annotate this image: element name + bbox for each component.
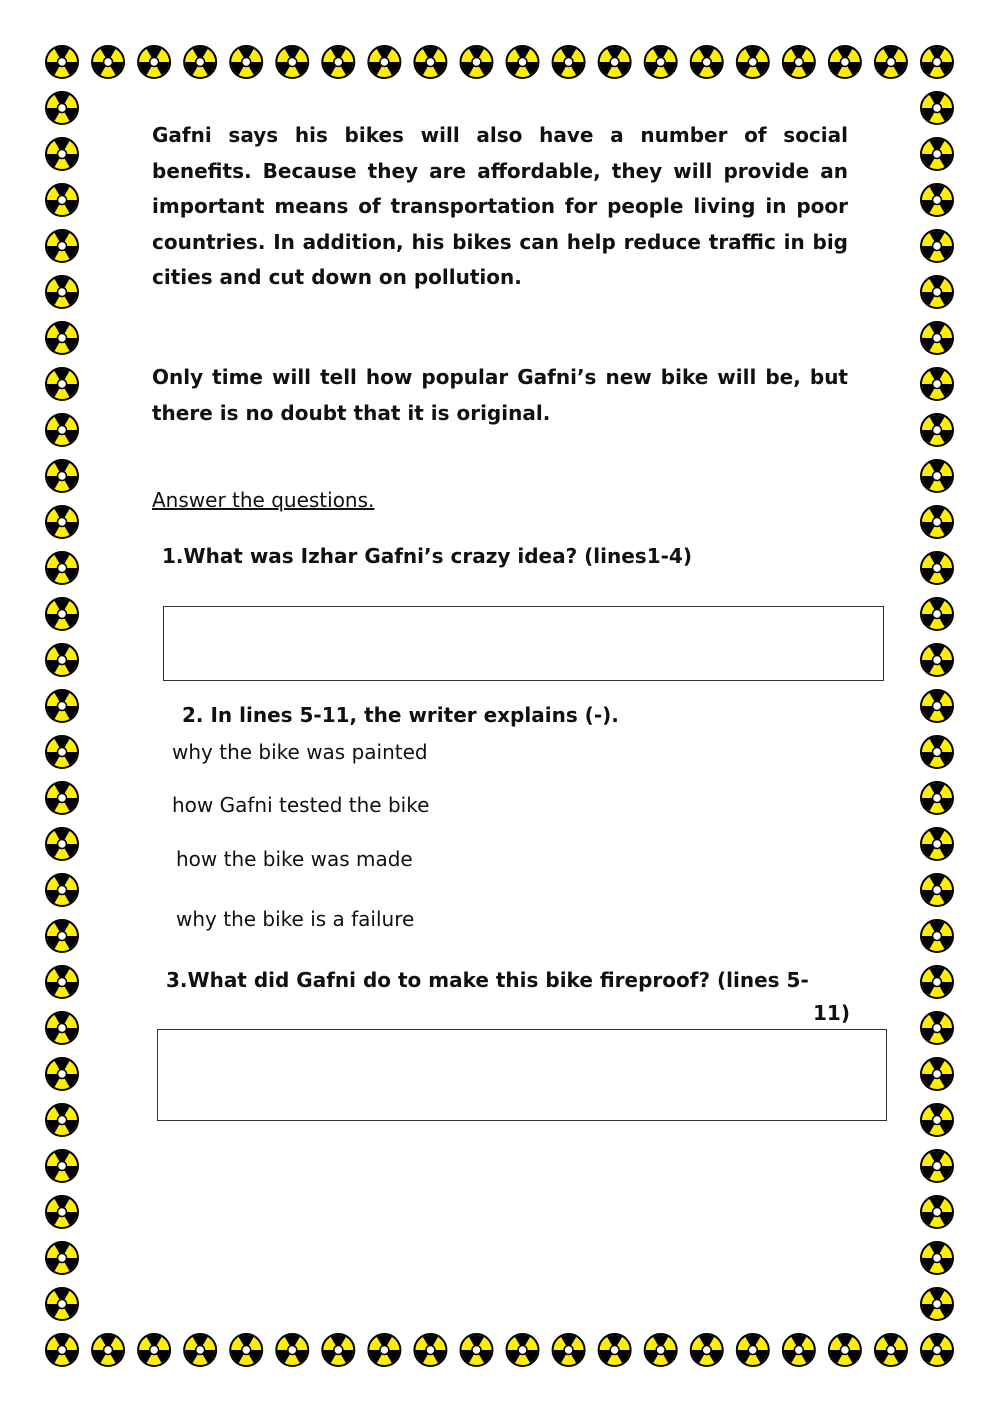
- wheel-icon: [921, 644, 953, 676]
- wheel-icon: [921, 368, 953, 400]
- wheel-icon: [46, 1012, 78, 1044]
- wheel-icon: [921, 690, 953, 722]
- wheel-icon: [921, 506, 953, 538]
- wheel-icon: [46, 828, 78, 860]
- wheel-icon: [553, 46, 585, 78]
- wheel-icon: [921, 1104, 953, 1136]
- option-2[interactable]: how Gafni tested the bike: [172, 793, 430, 817]
- wheel-icon: [921, 46, 953, 78]
- wheel-icon: [921, 92, 953, 124]
- wheel-icon: [460, 46, 492, 78]
- wheel-icon: [599, 1334, 631, 1366]
- wheel-icon: [46, 460, 78, 492]
- wheel-icon: [921, 184, 953, 216]
- wheel-icon: [184, 1334, 216, 1366]
- question-3-line-2: 11): [813, 1001, 850, 1025]
- question-3: [166, 964, 850, 1030]
- wheel-icon: [46, 1242, 78, 1274]
- wheel-icon: [921, 552, 953, 584]
- wheel-icon: [507, 46, 539, 78]
- wheel-icon: [46, 690, 78, 722]
- question-3-line-1: 3.What did Gafni do to make this bike fireproof? (lines 5-: [166, 968, 809, 992]
- wheel-icon: [921, 874, 953, 906]
- wheel-icon: [46, 138, 78, 170]
- wheel-icon: [414, 46, 446, 78]
- wheel-icon: [230, 46, 262, 78]
- wheel-icon: [46, 1196, 78, 1228]
- wheel-icon: [46, 736, 78, 768]
- wheel-icon: [691, 46, 723, 78]
- wheel-icon: [46, 966, 78, 998]
- wheel-icon: [921, 920, 953, 952]
- exercise-heading: Answer the questions.: [152, 488, 375, 512]
- wheel-icon: [46, 644, 78, 676]
- wheel-icon: [507, 1334, 539, 1366]
- wheel-icon: [829, 46, 861, 78]
- wheel-icon: [46, 184, 78, 216]
- wheel-icon: [921, 736, 953, 768]
- wheel-icon: [46, 1288, 78, 1320]
- question-2: [182, 699, 619, 732]
- option-1[interactable]: why the bike was painted: [172, 740, 428, 764]
- wheel-icon: [921, 598, 953, 630]
- wheel-icon: [46, 368, 78, 400]
- wheel-icon: [414, 1334, 446, 1366]
- wheel-icon: [230, 1334, 262, 1366]
- wheel-icon: [92, 46, 124, 78]
- wheel-icon: [46, 782, 78, 814]
- wheel-icon: [875, 1334, 907, 1366]
- wheel-icon: [875, 46, 907, 78]
- wheel-icon: [368, 46, 400, 78]
- wheel-icon: [46, 920, 78, 952]
- wheel-icon: [46, 46, 78, 78]
- wheel-icon: [46, 506, 78, 538]
- answer-box-1[interactable]: [163, 606, 884, 681]
- question-2-text: In lines 5-11, the writer explains (-).: [210, 703, 619, 727]
- option-3[interactable]: how the bike was made: [176, 847, 413, 871]
- wheel-icon: [138, 1334, 170, 1366]
- wheel-icon: [737, 1334, 769, 1366]
- wheel-icon: [276, 1334, 308, 1366]
- wheel-icon: [322, 1334, 354, 1366]
- wheel-icon: [46, 552, 78, 584]
- wheel-icon: [276, 46, 308, 78]
- wheel-icon: [645, 1334, 677, 1366]
- wheel-icon: [46, 598, 78, 630]
- wheel-icon: [921, 414, 953, 446]
- wheel-icon: [921, 1058, 953, 1090]
- wheel-icon: [921, 782, 953, 814]
- wheel-icon: [46, 1058, 78, 1090]
- question-2-number: 2.: [182, 703, 204, 727]
- wheel-icon: [737, 46, 769, 78]
- wheel-icon: [921, 230, 953, 262]
- wheel-icon: [921, 460, 953, 492]
- wheel-icon: [921, 828, 953, 860]
- passage-paragraph-1: Gafni says his bikes will also have a number of social benefits. Because they are affordable, they will provide an important means of transportation for people living in poor countries. In addition, his bikes can help reduce traffic in big cities and cut down on pollution.: [152, 123, 848, 289]
- wheel-icon: [46, 276, 78, 308]
- wheel-icon: [645, 46, 677, 78]
- wheel-icon: [921, 1242, 953, 1274]
- wheel-icon: [46, 414, 78, 446]
- wheel-icon: [138, 46, 170, 78]
- wheel-icon: [46, 1150, 78, 1182]
- wheel-icon: [46, 230, 78, 262]
- wheel-icon: [921, 1288, 953, 1320]
- wheel-icon: [460, 1334, 492, 1366]
- passage-paragraph-2: Only time will tell how popular Gafni’s new bike will be, but there is no doubt that it is original.: [152, 365, 848, 425]
- wheel-icon: [783, 1334, 815, 1366]
- wheel-icon: [921, 1012, 953, 1044]
- wheel-icon: [921, 322, 953, 354]
- wheel-icon: [783, 46, 815, 78]
- option-4[interactable]: why the bike is a failure: [176, 907, 415, 931]
- wheel-icon: [184, 46, 216, 78]
- wheel-icon: [46, 322, 78, 354]
- wheel-icon: [921, 138, 953, 170]
- wheel-icon: [599, 46, 631, 78]
- wheel-icon: [921, 1334, 953, 1366]
- wheel-icon: [368, 1334, 400, 1366]
- wheel-icon: [553, 1334, 585, 1366]
- wheel-icon: [46, 92, 78, 124]
- wheel-icon: [322, 46, 354, 78]
- wheel-icon: [921, 1150, 953, 1182]
- wheel-icon: [829, 1334, 861, 1366]
- wheel-icon: [46, 1104, 78, 1136]
- answer-box-3[interactable]: [157, 1029, 887, 1121]
- wheel-icon: [691, 1334, 723, 1366]
- wheel-icon: [46, 1334, 78, 1366]
- question-1: 1.What was Izhar Gafni’s crazy idea? (lines1-4): [162, 544, 692, 568]
- wheel-icon: [921, 966, 953, 998]
- wheel-icon: [92, 1334, 124, 1366]
- wheel-icon: [921, 1196, 953, 1228]
- wheel-icon: [921, 276, 953, 308]
- wheel-icon: [46, 874, 78, 906]
